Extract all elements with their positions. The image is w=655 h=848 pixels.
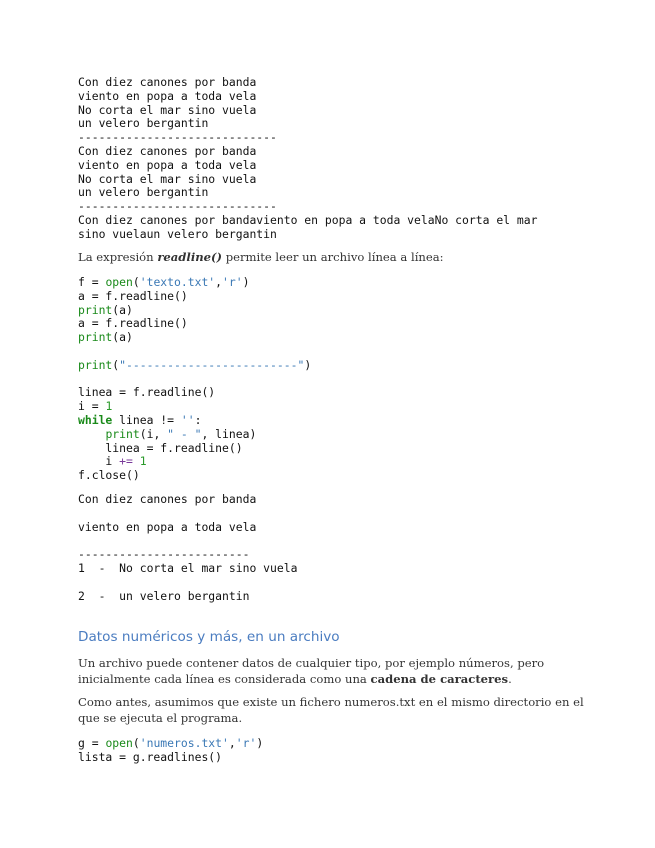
bold-term: cadena de caracteres [370,671,509,686]
como-paragraph: Como antes, asumimos que existe un fichero numeros.txt en el mismo directorio en el que se ejecuta el programa. [78,695,584,725]
output-block-2 [78,493,598,603]
output-line: Con diez canones por banda [78,492,257,507]
output-line: Con diez canones por banda [78,75,257,89]
output-separator: ----------------------------- [78,199,277,214]
section-heading: Datos numéricos y más, en un archivo [78,629,340,646]
output-separator: ------------------------- [78,547,250,562]
output-line: Con diez canones por banda [78,143,257,158]
document-page [78,76,598,765]
output-line: viento en popa a toda vela [78,88,257,103]
output-line: 1 - No corta el mar sino vuela [78,561,298,575]
output-line: viento en popa a toda vela [78,519,257,534]
code-block-readline: f = open('texto.txt','r') a = f.readline() print(a) a = f.readline() print(a) print("-------------------------") linea = f.readline() i = 1 while linea != '': print(i, " - ", linea) linea = f.readline() i += 1 f.close() [78,275,312,483]
code-block-numeros: g = open('numeros.txt','r') lista = g.readlines() [78,736,264,765]
output-line: sino vuelaun velero bergantin [78,226,277,241]
output-line: No corta el mar sino vuela [78,102,257,117]
output-line: un velero bergantin [78,185,209,200]
output-line: un velero bergantin [78,116,209,131]
output-block-1 [78,76,598,242]
output-line: viento en popa a toda vela [78,157,257,172]
readline-paragraph: La expresión readline() permite leer un archivo línea a línea: [78,249,444,264]
intro-paragraph: Un archivo puede contener datos de cualquier tipo, por ejemplo números, pero inicialmente cada línea es considerada como una cadena de caracteres. [78,656,545,686]
output-line: No corta el mar sino vuela [78,171,257,186]
readline-emphasis: readline() [157,249,223,264]
output-line: Con diez canones por bandaviento en popa a toda velaNo corta el mar [78,212,538,227]
output-separator: ----------------------------- [78,130,277,145]
output-line: 2 - un velero bergantin [78,588,250,603]
